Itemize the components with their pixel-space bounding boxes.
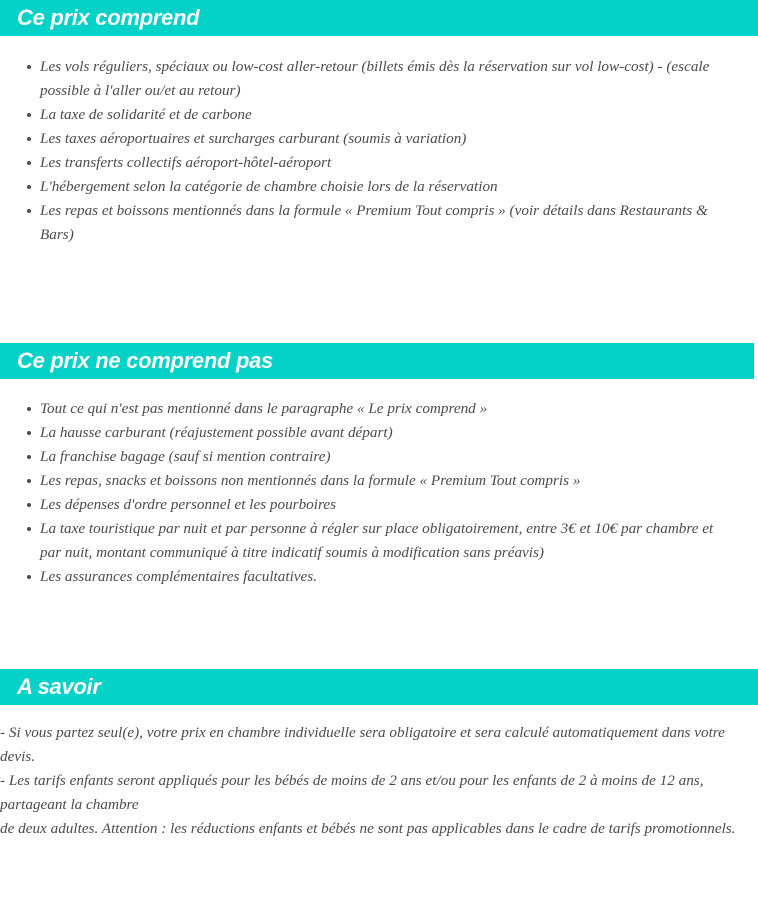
included-list	[0, 55, 758, 247]
list-item: La taxe touristique par nuit et par personne à régler sur place obligatoirement, entre 3€ et 10€ par chambre et par nuit, montant communiqué à titre indicatif soumis à modification sans préavis)	[0, 517, 758, 565]
section-title: Ce prix ne comprend pas	[17, 348, 273, 373]
list-item: Les dépenses d'ordre personnel et les pourboires	[0, 493, 758, 517]
list-item: Les vols réguliers, spéciaux ou low-cost aller-retour (billets émis dès la réservation sur vol low-cost) - (escale possible à l'aller ou/et au retour)	[0, 55, 758, 103]
list-item: Tout ce qui n'est pas mentionné dans le paragraphe « Le prix comprend »	[0, 397, 758, 421]
list-item: Les assurances complémentaires facultatives.	[0, 565, 758, 589]
section-body-ce-prix-comprend	[0, 36, 758, 247]
section-body-ce-prix-ne-comprend-pas	[0, 379, 758, 589]
section-body-a-savoir	[0, 705, 758, 841]
list-item: La franchise bagage (sauf si mention contraire)	[0, 445, 758, 469]
list-item: La hausse carburant (réajustement possible avant départ)	[0, 421, 758, 445]
section-header-ce-prix-ne-comprend-pas	[0, 343, 754, 379]
list-item: La taxe de solidarité et de carbone	[0, 103, 758, 127]
notice-paragraph: - Si vous partez seul(e), votre prix en chambre individuelle sera obligatoire et sera calculé automatiquement dans votre devis.	[0, 724, 725, 765]
section-title: A savoir	[17, 674, 101, 699]
list-item: Les repas et boissons mentionnés dans la formule « Premium Tout compris » (voir détails dans Restaurants & Bars)	[0, 199, 758, 247]
section-header-ce-prix-comprend	[0, 0, 758, 36]
list-item: Les transferts collectifs aéroport-hôtel-aéroport	[0, 151, 758, 175]
excluded-list	[0, 397, 758, 589]
section-spacer	[0, 589, 758, 669]
section-spacer	[0, 247, 758, 343]
section-title: Ce prix comprend	[17, 5, 200, 30]
list-item: L'hébergement selon la catégorie de chambre choisie lors de la réservation	[0, 175, 758, 199]
notice-paragraph: - Les tarifs enfants seront appliqués pour les bébés de moins de 2 ans et/ou pour les enfants de 2 à moins de 12 ans, partageant la chambre	[0, 772, 704, 813]
section-header-a-savoir	[0, 669, 758, 705]
list-item: Les taxes aéroportuaires et surcharges carburant (soumis à variation)	[0, 127, 758, 151]
notice-paragraph: de deux adultes. Attention : les réductions enfants et bébés ne sont pas applicables dans le cadre de tarifs promotionnels.	[0, 820, 736, 837]
list-item: Les repas, snacks et boissons non mentionnés dans la formule « Premium Tout compris »	[0, 469, 758, 493]
